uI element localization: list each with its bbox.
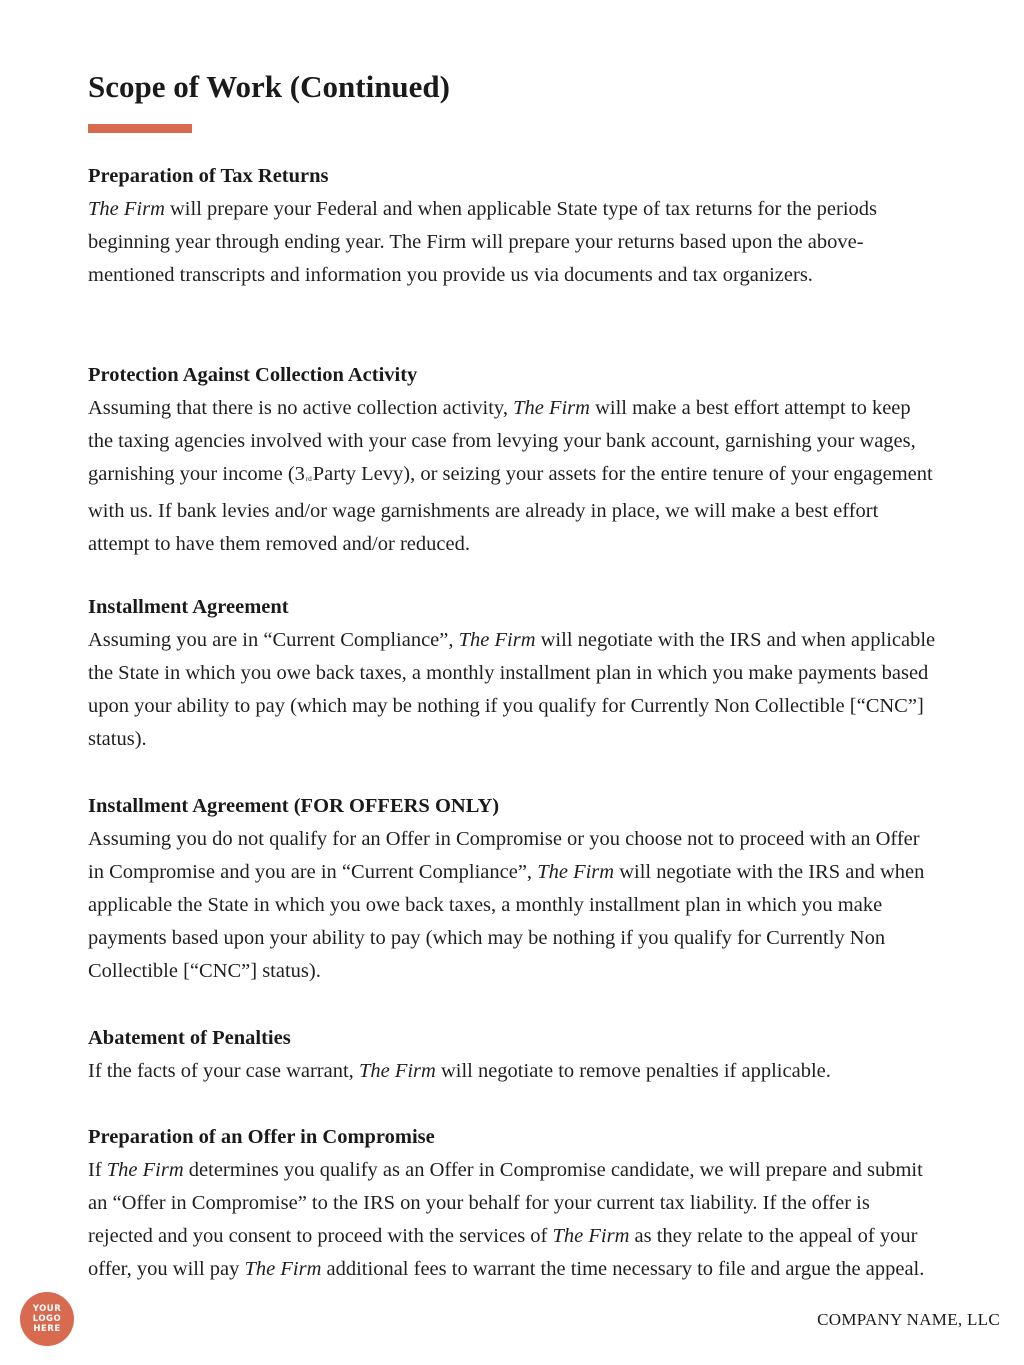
body-text: Assuming you do not qualify for an Offer in Compromise or you choose not to proceed with an Offer in Compromise and you are in “Current Compliance”, [88,828,920,883]
section-body [88,823,938,988]
section-body [88,193,938,292]
section-installment-agreement [88,591,938,756]
logo-placeholder [20,1292,74,1346]
section-tax-returns [88,160,938,292]
section-heading: Protection Against Collection Activity [88,364,418,386]
body-text: will negotiate with the IRS and when applicable the State in which you owe back taxes, a monthly installment plan in which you make payments based upon your ability to pay (which may be nothing if you qualify for Currently Non Collectible [“CNC”] status). [88,861,925,982]
body-text: If the facts of your case warrant, [88,1060,359,1082]
section-abatement [88,1022,938,1088]
body-text: If [88,1159,107,1181]
section-offer-in-compromise [88,1121,938,1286]
section-installment-offers [88,790,938,988]
ordinal-suffix: rd [305,475,312,483]
page-title: Scope of Work (Continued) [88,69,450,104]
body-text: will negotiate with the IRS and when applicable the State in which you owe back taxes, a monthly installment plan in which you make payments based upon your ability to pay (which may be nothing if you qualify for Currently Non Collectible [“CNC”] status). [88,629,936,750]
company-name: COMPANY NAME, LLC [817,1310,1000,1329]
page-content [88,60,938,1280]
body-text: determines you qualify as an Offer in Compromise candidate, we will prepare and submit an “Offer in Compromise” to the IRS on your behalf for your current tax liability. If the offer is rejected and you consent to proceed with the services of [88,1159,923,1247]
section-body [88,392,938,561]
body-text: Assuming that there is no active collection activity, [88,397,514,419]
firm-name: The Firm [537,861,615,883]
logo-text: LOGO [32,1314,62,1324]
section-body [88,1055,938,1088]
section-heading: Preparation of Tax Returns [88,165,329,187]
firm-name: The Firm [244,1258,322,1280]
section-collection-protection [88,359,938,561]
section-heading: Installment Agreement [88,596,289,618]
section-heading: Preparation of an Offer in Compromise [88,1126,435,1148]
section-heading: Installment Agreement (FOR OFFERS ONLY) [88,795,500,817]
body-text: will make a best effort attempt to keep the taxing agencies involved with your case from levying your bank account, garnishing your wages, garnishing your income (3 [88,397,916,485]
firm-name: The Firm [358,1060,436,1082]
section-body [88,624,938,756]
firm-name: The Firm [458,629,536,651]
logo-text: YOUR [32,1304,62,1314]
body-text: will prepare your Federal and when applicable State type of tax returns for the periods beginning year through ending year. The Firm will prepare your returns based upon the above-mentioned transcripts and information you provide us via documents and tax organizers. [88,198,877,286]
title-accent-bar [88,124,192,133]
firm-name: The Firm [513,397,590,419]
body-text: as they relate to the appeal of your offer, you will pay [88,1225,918,1280]
firm-name: The Firm [552,1225,630,1247]
body-text: Assuming you are in “Current Compliance”, [88,629,459,651]
logo-text: HERE [33,1324,61,1334]
firm-name: The Firm [106,1159,184,1181]
section-body [88,1154,938,1286]
firm-name: The Firm [88,198,165,220]
body-text: will negotiate to remove penalties if applicable. [435,1060,831,1082]
section-heading: Abatement of Penalties [88,1027,291,1049]
body-text: Party Levy), or seizing your assets for the entire tenure of your engagement with us. If bank levies and/or wage garnishments are already in place, we will make a best effort attempt to have them removed and/or reduced. [88,463,933,555]
body-text: additional fees to warrant the time necessary to file and argue the appeal. [321,1258,925,1280]
